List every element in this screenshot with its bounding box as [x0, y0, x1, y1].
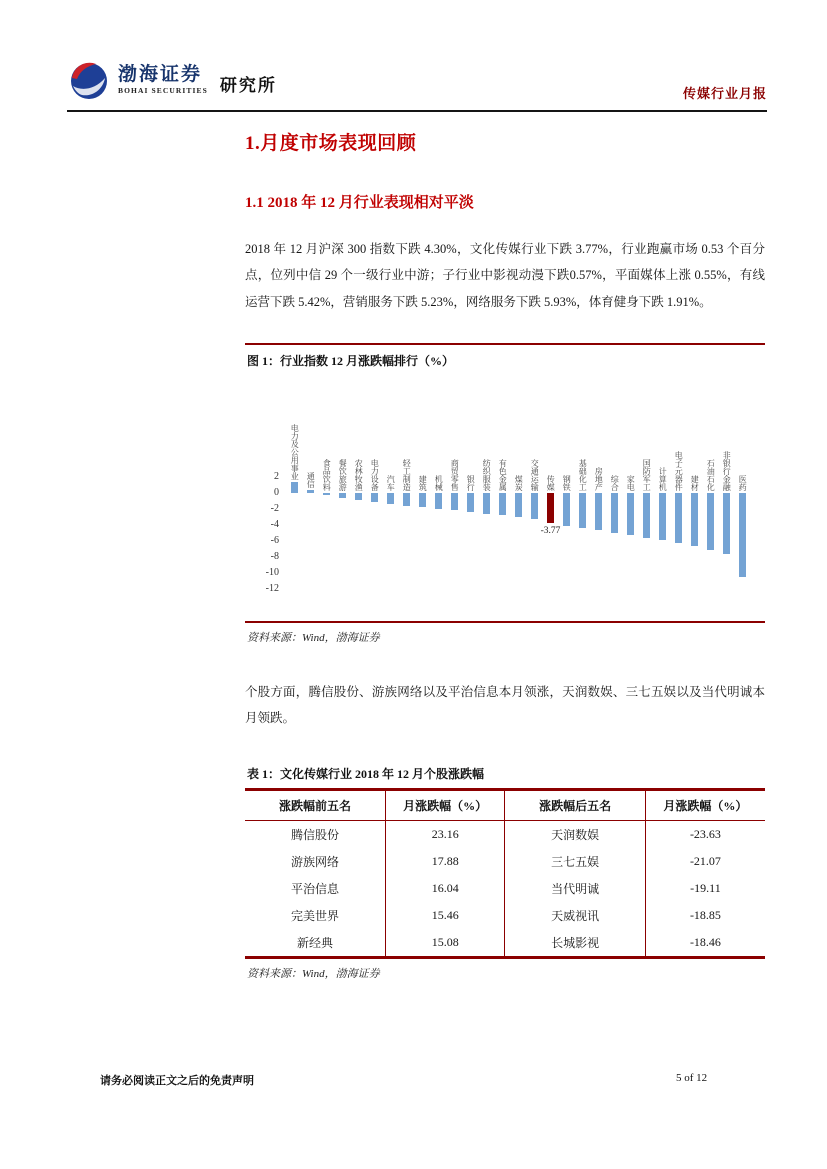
table-row — [245, 929, 765, 958]
table-cell: -19.11 — [645, 875, 765, 902]
table-cell: -21.07 — [645, 848, 765, 875]
table-header-row — [245, 790, 765, 821]
table-cell: 长城影视 — [505, 929, 645, 958]
table-row — [245, 902, 765, 929]
chart-bar — [291, 482, 298, 493]
chart-bar — [451, 493, 458, 511]
chart-category-label: 石油石化 — [706, 458, 716, 491]
stock-table-body — [245, 821, 765, 958]
table-row — [245, 848, 765, 875]
chart-category-label: 医药 — [738, 474, 748, 491]
chart-category-label: 传媒 — [546, 474, 556, 491]
chart-category-label: 纺织服装 — [482, 458, 492, 491]
chart-category-label: 房地产 — [594, 466, 604, 491]
table-cell: -18.46 — [645, 929, 765, 958]
chart-category-label: 农林牧渔 — [354, 458, 364, 491]
chart-category-label: 基础化工 — [578, 458, 588, 491]
chart-category-label: 电子元器件 — [674, 450, 684, 491]
chart-bar — [675, 493, 682, 543]
chart-category-label: 机械 — [434, 474, 444, 491]
table-cell: -23.63 — [645, 821, 765, 849]
chart-category-label: 建筑 — [418, 474, 428, 491]
chart-bar — [627, 493, 634, 535]
chart-tick-label: -2 — [270, 502, 279, 514]
table-row — [245, 875, 765, 902]
chart-category-label: 电力设备 — [370, 458, 380, 491]
brand-name: 渤海证券 — [118, 64, 203, 86]
chart-category-label: 银行 — [466, 474, 476, 491]
table-cell: 天威视讯 — [505, 902, 645, 929]
chart-category-label: 有色金属 — [498, 458, 508, 491]
chart-category-label: 电力及公用事业 — [290, 423, 300, 480]
chart-bar — [435, 493, 442, 509]
chart-category-label: 交通运输 — [530, 458, 540, 491]
chart-category-label: 煤炭 — [514, 474, 524, 491]
body-paragraph-1: 2018 年 12 月沪深 300 指数下跌 4.30%，文化传媒行业下跌 3.77%，行业跑赢市场 0.53 个百分点，位列中信 29 个一级行业中游；子行业中影视动漫下跌0.57%，平面媒体上涨 0.55%，有线运营下跌 5.42%，营销服务下跌 5.23%，网络服务下跌 5.93%，体育健身下跌 1.91%。 — [245, 242, 765, 309]
chart-bar — [707, 493, 714, 550]
chart-tick-label: -8 — [270, 550, 279, 562]
chart-bar — [595, 493, 602, 531]
chart-bar — [467, 493, 474, 512]
chart-bar — [643, 493, 650, 538]
chart-bar — [403, 493, 410, 506]
institute-label: 研究所 — [219, 75, 277, 95]
table-cell: 腾信股份 — [290, 828, 339, 843]
chart-bar — [499, 493, 506, 515]
main-content — [245, 118, 765, 981]
table-source: 资料来源：Wind，渤海证券 — [247, 968, 380, 981]
chart-bar — [515, 493, 522, 517]
chart-bar — [323, 493, 330, 495]
table-cell: -18.85 — [645, 902, 765, 929]
chart-bar — [371, 493, 378, 502]
figure-body — [245, 371, 765, 623]
table-cell: 平治信息 — [290, 882, 339, 897]
chart-bar — [483, 493, 490, 514]
brand-block — [118, 65, 208, 95]
chart-bar — [387, 493, 394, 504]
chart-category-label: 通信 — [306, 471, 316, 488]
chart-bar — [419, 493, 426, 507]
chart-tick-label: -4 — [270, 518, 279, 530]
industry-chart — [245, 375, 765, 615]
subsection-heading: 1.1 2018 年 12 月行业表现相对平淡 — [245, 195, 474, 211]
chart-category-label: 国防军工 — [642, 458, 652, 491]
figure-1 — [245, 343, 765, 645]
table-cell: 16.04 — [385, 875, 505, 902]
footer-disclaimer: 请务必阅读正文之后的免责声明 — [100, 1075, 254, 1087]
chart-bar — [307, 490, 314, 493]
chart-bar — [691, 493, 698, 547]
bohai-logo-icon — [67, 58, 111, 102]
chart-bar — [659, 493, 666, 540]
chart-category-label: 餐饮旅游 — [338, 458, 348, 491]
chart-tick-label: 2 — [274, 470, 279, 482]
chart-category-label: 商贸零售 — [450, 458, 460, 491]
table-cell: 新经典 — [296, 936, 333, 951]
table-1-block — [245, 765, 765, 981]
col-header-gainers: 涨跌幅前五名 — [245, 790, 385, 821]
chart-highlight-label: -3.77 — [540, 525, 561, 536]
chart-bar — [579, 493, 586, 528]
chart-bar — [355, 493, 362, 500]
table-cell: 15.08 — [385, 929, 505, 958]
page-header — [67, 50, 767, 112]
chart-bar — [547, 493, 554, 523]
chart-bar — [723, 493, 730, 554]
table-cell: 三七五娱 — [505, 848, 645, 875]
report-title: 传媒行业月报 — [682, 86, 767, 101]
chart-bar — [531, 493, 538, 519]
chart-category-label: 家电 — [626, 474, 636, 491]
chart-tick-label: -6 — [270, 534, 279, 546]
table-cell: 完美世界 — [290, 909, 339, 924]
col-header-gain-pct: 月涨跌幅（%） — [385, 790, 505, 821]
brand-name-en: BOHAI SECURITIES — [118, 86, 208, 96]
page-number: 5 of 12 — [676, 1072, 708, 1084]
table-cell: 天润数娱 — [505, 821, 645, 849]
table-cell: 23.16 — [385, 821, 505, 849]
section-heading: 1.月度市场表现回顾 — [245, 133, 417, 154]
table-cell: 当代明诚 — [505, 875, 645, 902]
chart-category-label: 汽车 — [386, 474, 396, 491]
chart-bar — [611, 493, 618, 533]
chart-bar — [339, 493, 346, 498]
chart-category-label: 轻工制造 — [402, 458, 412, 491]
table-cell: 17.88 — [385, 848, 505, 875]
table-cell: 15.46 — [385, 902, 505, 929]
chart-category-label: 食品饮料 — [322, 458, 332, 491]
chart-category-label: 建材 — [690, 474, 700, 491]
stock-table-head — [245, 790, 765, 821]
col-header-loss-pct: 月涨跌幅（%） — [645, 790, 765, 821]
col-header-losers: 涨跌幅后五名 — [505, 790, 645, 821]
chart-bar — [563, 493, 570, 526]
chart-tick-label: 0 — [274, 486, 279, 498]
table-caption: 表 1：文化传媒行业 2018 年 12 月个股涨跌幅 — [247, 767, 485, 782]
chart-tick-label: -10 — [265, 566, 279, 578]
chart-tick-label: -12 — [265, 582, 279, 594]
stock-table — [245, 788, 765, 959]
figure-caption: 图 1：行业指数 12 月涨跌幅排行（%） — [247, 353, 455, 368]
body-paragraph-2: 个股方面，腾信股份、游族网络以及平治信息本月领涨，天润数娱、三七五娱以及当代明诚本月领跌。 — [245, 684, 765, 725]
chart-category-label: 钢铁 — [562, 474, 572, 491]
chart-bar — [739, 493, 746, 577]
table-cell: 游族网络 — [290, 855, 339, 870]
chart-category-label: 综合 — [610, 474, 620, 491]
chart-category-label: 计算机 — [658, 466, 668, 491]
chart-category-label: 非银行金融 — [722, 450, 732, 491]
figure-source: 资料来源：Wind，渤海证券 — [247, 631, 380, 644]
table-row — [245, 821, 765, 849]
